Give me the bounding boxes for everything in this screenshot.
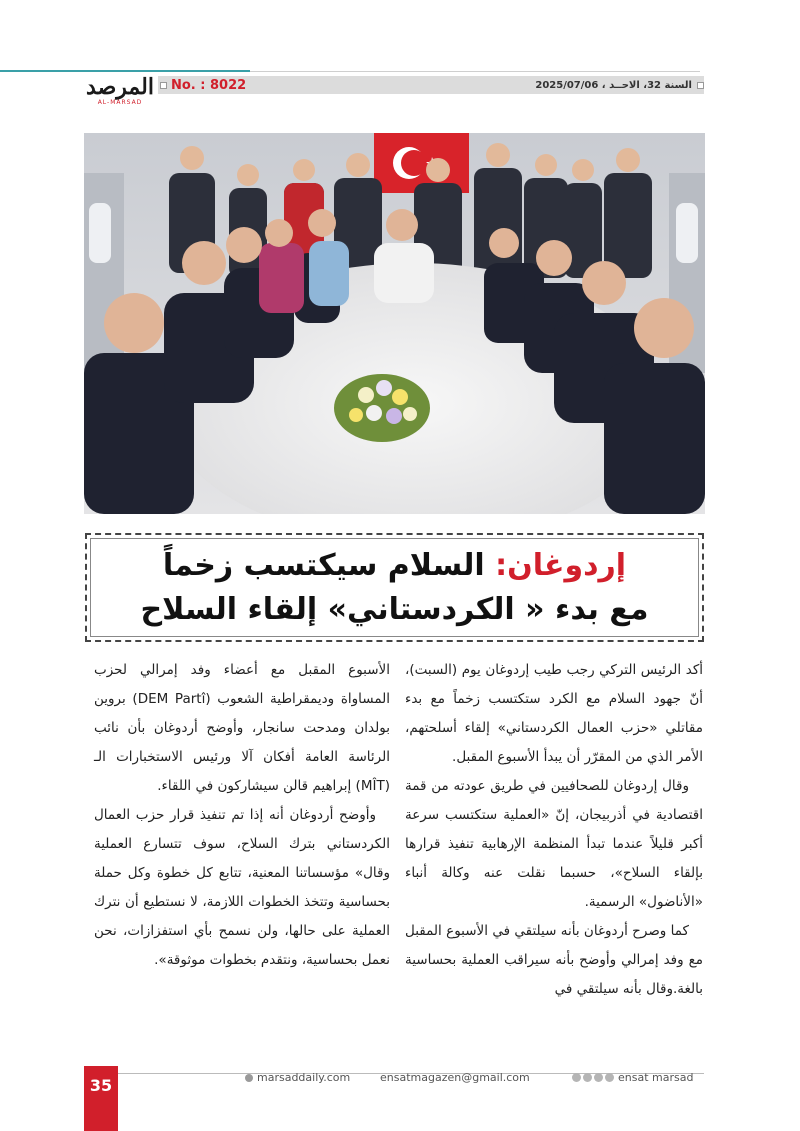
article-paragraph: وقال إردوغان للصحافيين في طريق عودته من قمة اقتصادية في أذربيجان، إنّ «العملية ستكتسب سرعة أكبر قليلاً عندما تبدأ المنظمة الإرهابية تنفيذ قرارها بإلقاء السلاح»، حسبما نقلت عنه وكالة أنباء «الأناضول» الرسمية. xyxy=(405,778,703,910)
page-number: 35 xyxy=(89,1076,113,1095)
article-paragraph: وأوضح أردوغان أنه إذا تم تنفيذ قرار حزب العمال الكردستاني بترك السلاح، سوف تتسارع العملية وقال» مؤسساتنا المعنية، تتابع كل خطوة وكل حملة بحساسية وتتخذ الخطوات اللازمة، لا نستطيع أن نترك العملية على حالها، ولن نسمح بأي استفزازات، نحن نعمل بحساسية، ونتقدم بخطوات موثوقة». xyxy=(94,807,390,968)
square-bullet-icon xyxy=(160,82,167,89)
issue-number: No. : 8022 xyxy=(171,77,247,93)
article-paragraph: الأسبوع المقبل مع أعضاء وفد إمرالي لحزب المساواة وديمقراطية الشعوب (DEM Partî) بروين بولدان ومدحت سانجار، وأوضح أردوغان بأن نائب الرئاسة العامة أفكان آلا ورئيس الاستخبارات الـ (MÎT) إبراهيم قالن سيشاركون في اللقاء. xyxy=(94,662,391,794)
headline-line-1 xyxy=(91,544,698,588)
logo-subtext: AL-MARSAD xyxy=(97,99,143,106)
article-photo xyxy=(84,133,705,514)
headline-text-1: السلام سيكتسب زخماً xyxy=(162,547,496,583)
footer-email[interactable] xyxy=(380,1071,530,1084)
headline-line-2: مع بدء « الكردستاني» إلقاء السلاح xyxy=(140,591,649,627)
email-link[interactable]: ensatmagazen@gmail.com xyxy=(380,1071,530,1084)
issue-date-box xyxy=(535,77,704,93)
issue-date: السنة 32، الاحــد ، 2025/07/06 xyxy=(535,79,692,91)
headline-speaker: إردوغان: xyxy=(495,547,627,583)
top-divider-line xyxy=(250,71,700,72)
article-paragraph: أكد الرئيس التركي رجب طيب إردوغان يوم (السبت)، أنّ جهود السلام مع الكرد ستكتسب زخماً مع بدء مقاتلي «حزب العمال الكردستاني» إلقاء أسلحتهم، الأمر الذي من المقرّر أن يبدأ الأسبوع المقبل. xyxy=(405,662,703,765)
headline xyxy=(90,538,699,637)
logo-text: المرصد xyxy=(86,74,154,100)
magazine-logo[interactable] xyxy=(82,76,158,108)
article-column-left xyxy=(94,656,390,975)
article-paragraph: كما وصرح أردوغان بأنه سيلتقي في الأسبوع المقبل مع وفد إمرالي وأوضح بأنه سيراقب العملية بحساسية بالغة.وقال بأنه سيلتقي في xyxy=(405,923,703,997)
footer-website[interactable] xyxy=(245,1071,350,1084)
social-icons xyxy=(572,1073,614,1082)
youtube-icon[interactable] xyxy=(605,1073,614,1082)
footer-social[interactable] xyxy=(572,1071,693,1084)
top-accent-line xyxy=(0,70,250,72)
social-handle: ensat marsad xyxy=(618,1071,694,1084)
facebook-icon[interactable] xyxy=(572,1073,581,1082)
issue-number-box xyxy=(160,77,246,93)
instagram-icon[interactable] xyxy=(594,1073,603,1082)
square-bullet-icon xyxy=(697,82,704,89)
article-column-right xyxy=(405,656,703,1004)
website-link[interactable]: marsaddaily.com xyxy=(257,1071,351,1084)
twitter-icon[interactable] xyxy=(583,1073,592,1082)
headline-box xyxy=(85,533,704,642)
globe-icon xyxy=(245,1074,253,1082)
